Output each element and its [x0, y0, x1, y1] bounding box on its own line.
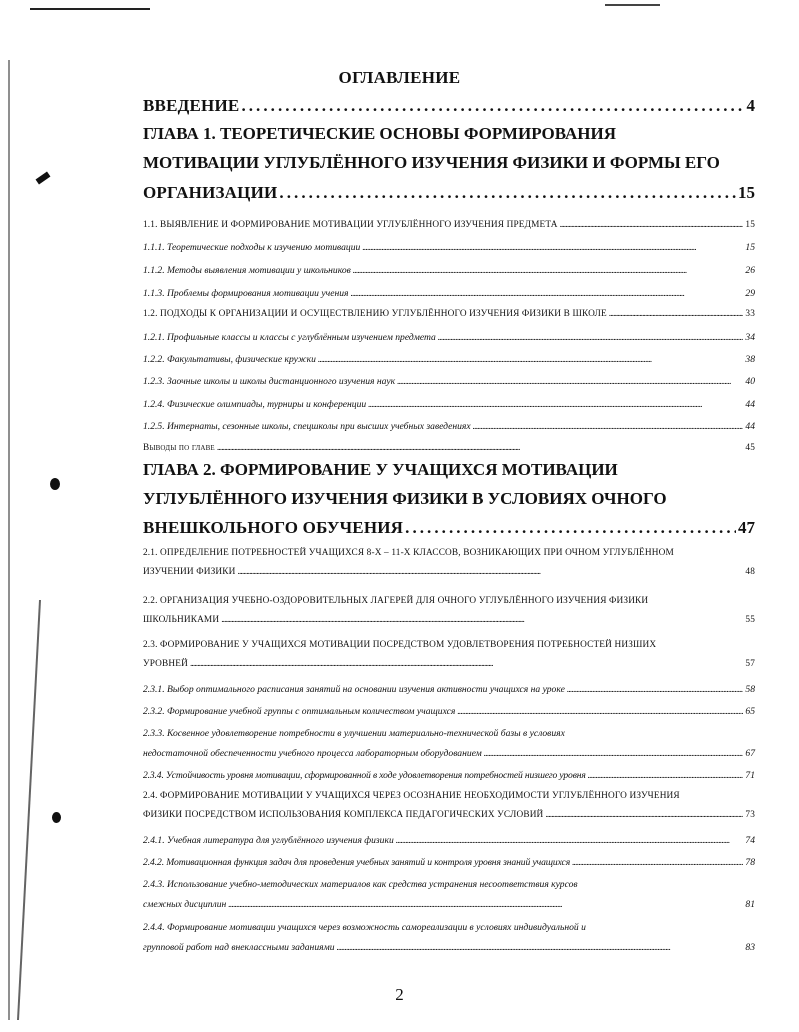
toc-entry-label: 2.2. ОРГАНИЗАЦИЯ УЧЕБНО-ОЗДОРОВИТЕЛЬНЫХ ЛАГЕРЕЙ ДЛЯ ОЧНОГО УГЛУБЛЁННОГО ИЗУЧЕНИЯ ФИЗИКИ [143, 596, 649, 606]
toc-entry-subsection[interactable] [143, 770, 755, 781]
toc-entry-page: 44 [745, 421, 755, 432]
toc-entry-label: 1.2.1. Профильные классы и классы с углублённым изучением предмета [143, 332, 436, 343]
toc-entry-label: 1.1.2. Методы выявления мотивации у школьников [143, 265, 351, 276]
toc-entry-page: 29 [745, 288, 755, 299]
toc-entry-label: групповой работ над внеклассными заданиями [143, 942, 335, 953]
toc-entry-label: МОТИВАЦИИ УГЛУБЛЁННОГО ИЗУЧЕНИЯ ФИЗИКИ И ФОРМЫ ЕГО [143, 153, 720, 172]
toc-entry-label: смежных дисциплин [143, 899, 227, 910]
toc-entry-label: 1.2.4. Физические олимпиады, турниры и конференции [143, 399, 367, 410]
toc-entry-label: 2.3.2. Формирование учебной группы с оптимальным количеством учащихся [143, 706, 456, 717]
toc-entry-label: 2.4.3. Использование учебно-методических материалов как средства устранения несоответствия курсов [143, 879, 578, 890]
toc-entry-label: 1.2. ПОДХОДЫ К ОРГАНИЗАЦИИ И ОСУЩЕСТВЛЕНИЮ УГЛУБЛЁННОГО ИЗУЧЕНИЯ ФИЗИКИ В ШКОЛЕ [143, 309, 607, 319]
toc-leader-dots [484, 748, 744, 759]
scan-artifact-hole [50, 478, 60, 490]
toc-entry-label: ШКОЛЬНИКАМИ [143, 615, 220, 625]
toc-leader-dots [337, 942, 744, 953]
toc-entry-label: ИЗУЧЕНИИ ФИЗИКИ [143, 567, 236, 577]
toc-leader-dots [362, 242, 743, 253]
toc-leader-dots [405, 518, 736, 538]
toc-entry-page: 48 [745, 567, 755, 577]
toc-leader-dots [217, 443, 744, 453]
toc-leader-dots [572, 857, 743, 868]
toc-entry-page: 74 [745, 835, 755, 846]
scan-artifact-top-mark [605, 4, 660, 6]
toc-entry-subsection[interactable] [143, 242, 755, 253]
toc-entry-page: 58 [745, 684, 755, 695]
toc-entry-label: 2.3. ФОРМИРОВАНИЕ У УЧАЩИХСЯ МОТИВАЦИИ ПОСРЕДСТВОМ УДОВЛЕТВОРЕНИЯ ПОТРЕБНОСТЕЙ НИЗШИХ [143, 640, 657, 650]
toc-entry-label: ОРГАНИЗАЦИИ [143, 183, 278, 202]
toc-entry-label: ГЛАВА 1. ТЕОРЕТИЧЕСКИЕ ОСНОВЫ ФОРМИРОВАНИЯ [143, 124, 616, 143]
toc-leader-dots [368, 399, 743, 410]
toc-entry-subsection[interactable] [143, 354, 755, 365]
toc-entry-label: 2.3.1. Выбор оптимального расписания занятий на основании изучения активности учащихся на уроке [143, 684, 565, 695]
toc-entry-conclusions[interactable] [143, 443, 755, 453]
toc-entry-label: ФИЗИКИ ПОСРЕДСТВОМ ИСПОЛЬЗОВАНИЯ КОМПЛЕКСА ПЕДАГОГИЧЕСКИХ УСЛОВИЙ [143, 810, 544, 820]
toc-leader-dots [438, 332, 744, 343]
toc-entry-page: 81 [745, 899, 755, 910]
toc-entry-page: 40 [745, 376, 755, 387]
toc-leader-dots [609, 309, 744, 319]
toc-entry-subsection[interactable] [143, 922, 755, 953]
toc-entry-page: 34 [745, 332, 755, 343]
toc-entry-page: 38 [745, 354, 755, 365]
scan-artifact-binding-edge [17, 600, 41, 1020]
toc-entry-subsection[interactable] [143, 288, 755, 299]
toc-entry-page: 67 [745, 748, 755, 759]
toc-entry-introduction[interactable] [143, 96, 755, 116]
toc-entry-subsection[interactable] [143, 879, 755, 910]
toc-heading: ОГЛАВЛЕНИЕ [338, 68, 461, 87]
toc-entry-page: 45 [745, 443, 755, 453]
toc-entry-label: 2.4.4. Формирование мотивации учащихся через возможность самореализации в условиях индивидуальной и [143, 922, 586, 933]
toc-leader-dots [353, 265, 744, 276]
toc-entry-page: 57 [745, 659, 755, 669]
toc-entry-section[interactable] [143, 309, 755, 319]
toc-entry-page: 71 [745, 770, 755, 781]
toc-leader-dots [567, 684, 744, 695]
toc-entry-page: 73 [745, 810, 755, 820]
toc-entry-label: ВНЕШКОЛЬНОГО ОБУЧЕНИЯ [143, 518, 404, 537]
toc-entry-subsection[interactable] [143, 728, 755, 759]
toc-entry-page: 26 [745, 265, 755, 276]
toc-entry-section[interactable] [143, 548, 755, 577]
toc-entry-label: 2.3.4. Устойчивость уровня мотивации, сформированной в ходе удовлетворения потребностей низшего уровня [143, 770, 586, 781]
toc-entry-section[interactable] [143, 596, 755, 625]
toc-leader-dots [351, 288, 744, 299]
toc-entry-subsection[interactable] [143, 706, 755, 717]
scan-artifact-mark [36, 172, 51, 185]
toc-entry-label: Выводы по главе [143, 443, 215, 453]
toc-entry-label: 2.4. ФОРМИРОВАНИЕ МОТИВАЦИИ У УЧАЩИХСЯ ЧЕРЕЗ ОСОЗНАНИЕ НЕОБХОДИМОСТИ УГЛУБЛЁННОГО ИЗУЧЕНИЯ [143, 791, 680, 801]
toc-entry-label: 1.2.2. Факультативы, физические кружки [143, 354, 316, 365]
toc-entry-page: 44 [745, 399, 755, 410]
toc-entry-label: 2.4.2. Мотивационная функция задач для проведения учебных занятий и контроля уровня знаний учащихся [143, 857, 571, 868]
toc-entry-label: 2.1. ОПРЕДЕЛЕНИЕ ПОТРЕБНОСТЕЙ УЧАЩИХСЯ 8-Х – 11-Х КЛАССОВ, ВОЗНИКАЮЩИХ ПРИ ОЧНОМ УГЛУБЛЁННОМ [143, 548, 674, 558]
scan-artifact-left-edge [8, 60, 10, 1020]
toc-entry-label: 1.1. ВЫЯВЛЕНИЕ И ФОРМИРОВАНИЕ МОТИВАЦИИ УГЛУБЛЁННОГО ИЗУЧЕНИЯ ПРЕДМЕТА [143, 220, 558, 230]
toc-entry-page: 15 [745, 220, 755, 230]
toc-entry-page: 78 [745, 857, 755, 868]
toc-leader-dots [241, 96, 744, 116]
toc-leader-dots [228, 899, 743, 910]
toc-entry-section[interactable] [143, 220, 755, 230]
toc-entry-section[interactable] [143, 640, 755, 669]
toc-leader-dots [473, 421, 744, 432]
toc-leader-dots [588, 770, 744, 781]
toc-leader-dots [221, 615, 743, 625]
toc-leader-dots [457, 706, 743, 717]
toc-entry-label: ВВЕДЕНИЕ [143, 96, 240, 115]
toc-entry-page: 83 [745, 942, 755, 953]
toc-leader-dots [397, 376, 743, 387]
toc-entry-label: УГЛУБЛЁННОГО ИЗУЧЕНИЯ ФИЗИКИ В УСЛОВИЯХ ОЧНОГО [143, 489, 667, 508]
toc-entry-page: 33 [745, 309, 755, 319]
toc-entry-subsection[interactable] [143, 857, 755, 868]
toc-entry-label: 1.1.1. Теоретические подходы к изучению мотивации [143, 242, 361, 253]
toc-entry-page: 55 [745, 615, 755, 625]
toc-entry-page: 15 [738, 183, 755, 202]
toc-leader-dots [318, 354, 744, 365]
page-number: 2 [395, 985, 404, 1004]
toc-entry-label: 2.3.3. Косвенное удовлетворение потребности в улучшении материально-технической базы в условиях [143, 728, 565, 739]
toc-entry-subsection[interactable] [143, 399, 755, 410]
scan-artifact-top-line [30, 8, 150, 10]
toc-entry-label: ГЛАВА 2. ФОРМИРОВАНИЕ У УЧАЩИХСЯ МОТИВАЦИИ [143, 460, 618, 479]
toc-entry-page: 15 [745, 242, 755, 253]
toc-entry-page: 4 [746, 96, 755, 115]
toc-entry-page: 65 [745, 706, 755, 717]
toc-leader-dots [190, 659, 743, 669]
toc-entry-subsection[interactable] [143, 332, 755, 343]
scan-artifact-hole [52, 812, 61, 823]
toc-entry-label: 1.1.3. Проблемы формирования мотивации учения [143, 288, 349, 299]
toc-entry-label: 2.4.1. Учебная литература для углублённого изучения физики [143, 835, 394, 846]
toc-entry-section[interactable] [143, 791, 755, 820]
toc-leader-dots [396, 835, 744, 846]
toc-leader-dots [238, 567, 744, 577]
toc-entry-label: УРОВНЕЙ [143, 659, 188, 669]
toc-entry-subsection[interactable] [143, 421, 755, 432]
toc-entry-subsection[interactable] [143, 265, 755, 276]
toc-entry-subsection[interactable] [143, 376, 755, 387]
toc-entry-subsection[interactable] [143, 684, 755, 695]
toc-leader-dots [279, 183, 736, 203]
toc-leader-dots [545, 810, 743, 820]
toc-entry-label: 1.2.3. Заочные школы и школы дистанционного изучения наук [143, 376, 396, 387]
toc-leader-dots [560, 220, 744, 230]
toc-entry-label: 1.2.5. Интернаты, сезонные школы, спецшколы при высших учебных заведениях [143, 421, 471, 432]
toc-entry-subsection[interactable] [143, 835, 755, 846]
toc-entry-label: недостаточной обеспеченности учебного процесса лабораторным оборудованием [143, 748, 482, 759]
toc-entry-page: 47 [738, 518, 755, 537]
